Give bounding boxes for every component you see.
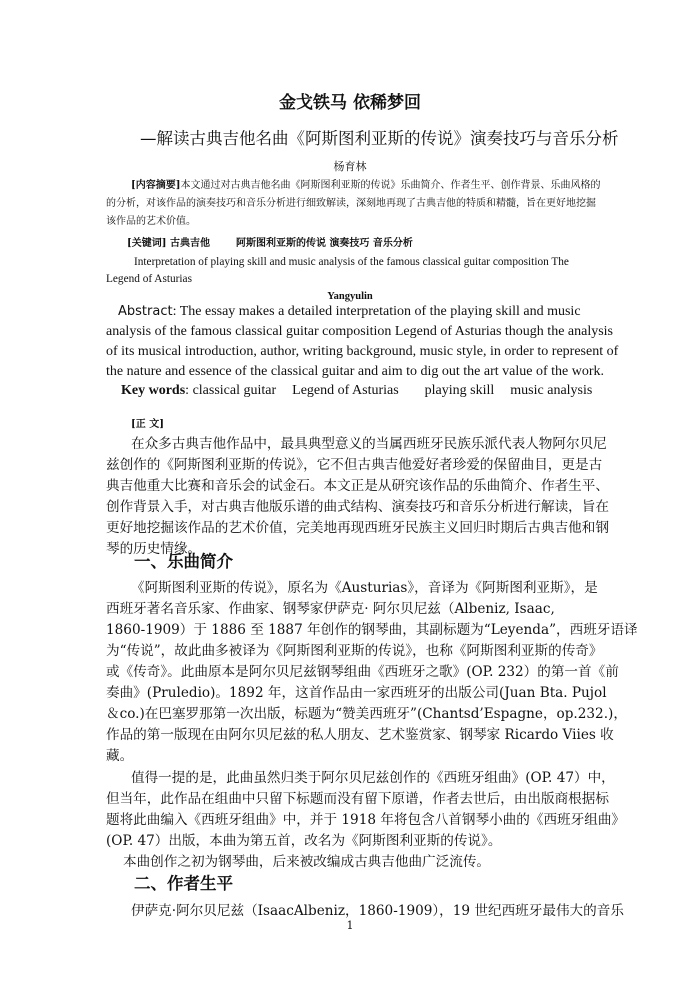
keywords-cn-label: [关键词] xyxy=(127,238,167,249)
keywords-en: Key words: classical guitar Legend of Asturias playing skill music analysis xyxy=(121,383,593,398)
s1-p1-line-2: 西班牙著名音乐家、作曲家、钢琴家伊萨克· 阿尔贝尼兹（Albeniz, Isaac, xyxy=(106,601,555,617)
s1-p2-line-1: 值得一提的是，此曲虽然归类于阿尔贝尼兹创作的《西班牙组曲》(OP. 47）中， xyxy=(131,770,615,786)
author-name-cn: 杨育林 xyxy=(333,160,367,173)
section-1-heading: 一、乐曲简介 xyxy=(134,552,233,571)
keyword-en-1: classical guitar xyxy=(192,383,277,398)
paper-title: 金戈铁马 依稀梦回 xyxy=(279,93,421,113)
abstract-cn-line-3: 该作品的艺术价值。 xyxy=(106,216,196,227)
abstract-en-line-2: analysis of the famous classical guitar composition Legend of Asturias though the analysis xyxy=(106,324,614,339)
keyword-cn-4: 音乐分析 xyxy=(372,238,413,249)
intro-line-3: 典吉他重大比赛和音乐会的试金石。本文正是从研究该作品的乐曲简介、作者生平、 xyxy=(106,478,609,494)
s1-p1-line-1: 《阿斯图利亚斯的传说》，原名为《Austurias》，音译为《阿斯图利亚斯》，是 xyxy=(131,580,598,596)
keyword-cn-3: 演奏技巧 xyxy=(329,238,370,249)
s1-p2-line-2: 但当年，此作品在组曲中只留下标题而没有留下原谱，作者去世后，由出版商根据标 xyxy=(106,791,609,807)
abstract-cn-line-1 xyxy=(131,178,600,194)
s1-p2-line-3: 题将此曲编入《西班牙组曲》中，并于 1918 年将包含八首钢琴小曲的《西班牙组曲》 xyxy=(106,812,626,828)
abstract-en-line-3: of its musical introduction, author, writing background, music style, in order to represent of xyxy=(106,344,619,359)
s1-p1-line-3: 1860-1909）于 1886 至 1887 年创作的钢琴曲，其副标题为“Leyenda”，西班牙语译 xyxy=(106,622,638,638)
abstract-en-line-1 xyxy=(118,302,581,322)
s1-p1-line-7: ＆co.)在巴塞罗那第一次出版，标题为“赞美西班牙”(Chantsd’Espagne，op.232.)， xyxy=(106,706,627,722)
s1-p1-line-8: 作品的第一版现在由阿尔贝尼兹的私人朋友、艺术鉴赏家、钢琴家 Ricardo Viies 收 xyxy=(106,727,614,743)
abstract-en-text-1: : The essay makes a detailed interpretation of the playing skill and music xyxy=(172,304,581,319)
paper-subtitle: —解读古典吉他名曲《阿斯图利亚斯的传说》演奏技巧与音乐分析 xyxy=(140,129,619,148)
intro-line-4: 创作背景入手，对古典吉他版乐谱的曲式结构、演奏技巧和音乐分析进行解读，旨在 xyxy=(106,499,609,515)
s1-p1-line-5: 或《传奇》。此曲原本是阿尔贝尼兹钢琴组曲《西班牙之歌》(OP. 232）的第一首《前 xyxy=(106,664,619,680)
english-title-line-2: Legend of Asturias xyxy=(106,273,192,285)
s1-p1-line-6: 奏曲》(Pruledio)。1892 年，这首作品由一家西班牙的出版公司(Juan Bta. Pujol xyxy=(106,685,607,701)
keyword-en-4: music analysis xyxy=(510,383,593,398)
keyword-en-3: playing skill xyxy=(424,383,495,398)
english-title-line-1: Interpretation of playing skill and music analysis of the famous classical guitar composition The xyxy=(134,256,569,268)
s1-p1-line-9: 藏。 xyxy=(106,748,134,764)
abstract-en-line-4: the nature and essence of the classical guitar and aim to dig out the art value of the work. xyxy=(106,364,604,379)
intro-line-1: 在众多古典吉他作品中，最具典型意义的当属西班牙民族乐派代表人物阿尔贝尼 xyxy=(131,436,607,452)
keywords-en-label: Key words xyxy=(121,383,186,398)
s1-p2-line-4: (OP. 47）出版，本曲为第五首，改名为《阿斯图利亚斯的传说》。 xyxy=(106,833,502,849)
s1-p1-line-4: 为“传说”，故此曲多被译为《阿斯图利亚斯的传说》，也称《阿斯图利亚斯的传奇》 xyxy=(106,643,603,659)
s1-p3: 本曲创作之初为钢琴曲，后来被改编成古典吉他曲广泛流传。 xyxy=(123,854,491,870)
page-number: 1 xyxy=(346,919,354,932)
intro-line-6: 琴的历史情缘。 xyxy=(106,541,202,557)
intro-line-5: 更好地挖掘该作品的艺术价值，完美地再现西班牙民族主义回归时期后古典吉他和钢 xyxy=(106,520,609,536)
keyword-en-2: Legend of Asturias xyxy=(292,383,399,398)
author-name-en: Yangyulin xyxy=(327,291,373,302)
abstract-cn-label: [内容摘要] xyxy=(131,180,181,191)
abstract-cn-text-1: 本文通过对古典吉他名曲《阿斯图利亚斯的传说》乐曲简介、作者生平、创作背景、乐曲风格的 xyxy=(180,180,601,191)
abstract-cn-line-2: 的分析，对该作品的演奏技巧和音乐分析进行细致解读，深刻地再现了古典吉他的特质和精髓，旨在更好地挖掘 xyxy=(106,198,596,209)
s2-p1-line-1: 伊萨克·阿尔贝尼兹（IsaacAlbeniz，1860-1909），19 世纪西班牙最伟大的音乐 xyxy=(131,903,624,919)
keywords-cn xyxy=(127,236,413,252)
keyword-cn-1: 古典吉他 xyxy=(169,238,210,249)
intro-line-2: 兹创作的《阿斯图利亚斯的传说》，它不但古典吉他爱好者珍爱的保留曲目，更是古 xyxy=(106,457,603,473)
section-2-heading: 二、作者生平 xyxy=(134,874,233,893)
body-label: [正 文] xyxy=(131,419,164,430)
keyword-cn-2: 阿斯图利亚斯的传说 xyxy=(235,238,326,249)
abstract-en-label: Abstract xyxy=(118,304,173,319)
